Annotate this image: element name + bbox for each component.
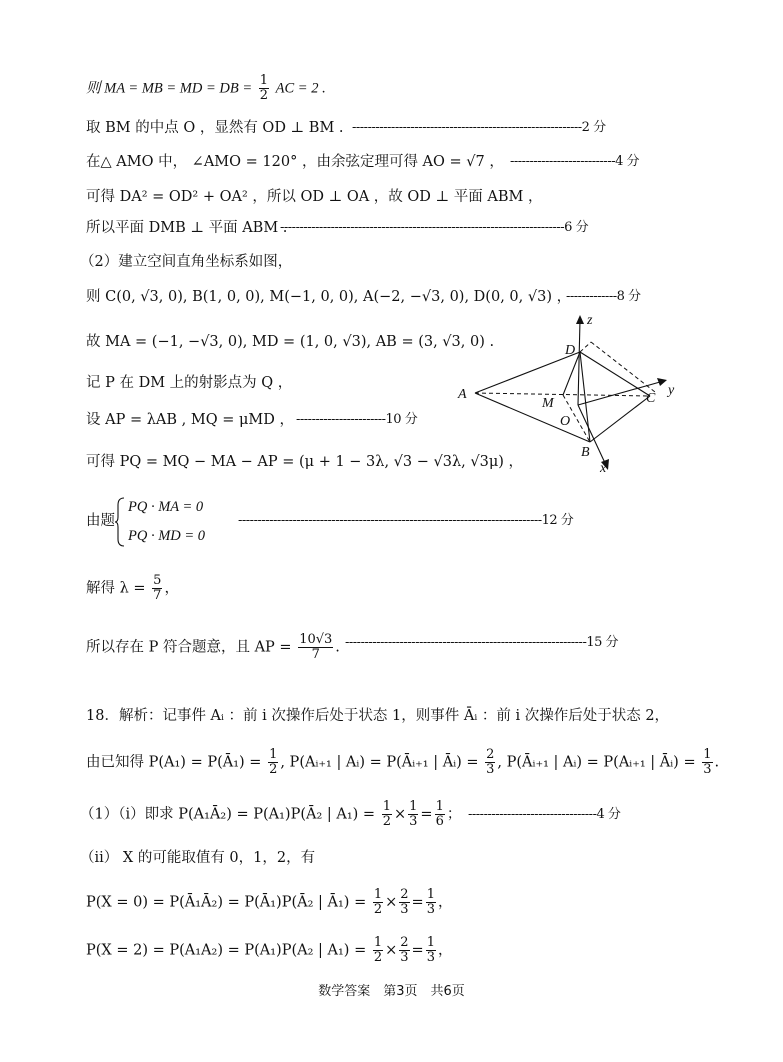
fraction-lambda	[152, 574, 162, 603]
score: 10 分	[385, 412, 418, 427]
score-line-2: -----------------------------------------------------------2 分	[352, 120, 606, 135]
text: 故 MA = (−1, −√3, 0), MD = (1, 0, √3), AB = (3, √3, 0) .	[86, 334, 495, 350]
score-line-4: ---------------------------4 分	[510, 154, 640, 169]
label-y: y	[668, 383, 675, 398]
frac-num: 2	[486, 747, 495, 762]
label-m: M	[542, 396, 554, 411]
equation-text: 则 MA = MB = MD = DB =	[86, 80, 253, 97]
edge-ad	[475, 352, 580, 393]
score: 8 分	[616, 289, 641, 304]
fraction	[485, 748, 495, 777]
line-plane-perp	[86, 218, 287, 238]
page-footer: 数学答案 第3页 共6页	[318, 984, 465, 999]
fraction-ap	[298, 633, 333, 662]
text: 由已知得 P(A₁) = P(Ā₁) =	[86, 754, 262, 771]
text: 可得 PQ = MQ − MA − AP = (μ + 1 − 3λ, √3 − √3λ, √3μ) ，	[86, 454, 524, 470]
edge-bc	[590, 396, 650, 442]
text: , P(Āᵢ₊₁ | Aᵢ) = P(Aᵢ₊₁ | Āᵢ) =	[497, 754, 696, 771]
fraction	[702, 748, 712, 777]
score-line-15: --------------------------------------------------------------15 分	[345, 635, 619, 650]
text: （2）建立空间直角坐标系如图，	[80, 254, 293, 270]
fraction: $\frac{1}{3}$	[426, 887, 435, 917]
equation-tail: AC = 2 .	[275, 80, 326, 97]
line-ap-length: 所以存在 P 符合题意，且 AP = $\frac{10√3}{7}$ .	[86, 632, 340, 662]
text: 取 BM 的中点 O ，显然有 OD ⊥ BM .	[86, 120, 344, 136]
frac-num: 1	[269, 747, 278, 762]
edge-dash-d	[580, 342, 591, 352]
edge-dm	[563, 352, 580, 395]
line-midpoint-o	[86, 118, 344, 138]
score: 15 分	[586, 635, 619, 650]
text: P(X = 0) = P(Ā₁Ā₂) = P(Ā₁)P(Ā₂ | Ā₁) =	[86, 894, 367, 911]
text: 所以平面 DMB ⊥ 平面 ABM .	[86, 220, 288, 236]
score-line-12: ------------------------------------------------------------------------------12 分	[238, 513, 574, 528]
label-a: A	[458, 387, 467, 402]
text: 设 AP = λAB , MQ = μMD ，	[86, 412, 294, 428]
text: 记 P 在 DM 上的射影点为 Q ，	[86, 375, 293, 391]
text: 则 C(0, √3, 0), B(1, 0, 0), M(−1, 0, 0), A(−2, −√3, 0), D(0, 0, √3) ，	[86, 289, 572, 305]
line-ma-mb-md-db	[86, 74, 326, 103]
label-b: B	[581, 445, 590, 460]
text: P(X = 2) = P(A₁A₂) = P(A₁)P(A₂ | A₁) =	[86, 942, 367, 959]
line-triangle-amo	[86, 152, 504, 172]
fraction: $\frac{1}{2}$	[382, 799, 391, 829]
y-arrow-icon	[657, 378, 667, 386]
label-x: x	[600, 461, 607, 475]
line-part2-heading	[80, 252, 292, 272]
z-axis	[578, 320, 580, 405]
edge-ac	[475, 393, 650, 396]
frac-den: 2	[259, 88, 269, 103]
line-px0: P(X = 0) = P(Ā₁Ā₂) = P(Ā₁)P(Ā₂ | Ā₁) = $\frac{1}{2}$ × $\frac{2}{3}$ = $\frac{1}{3}$ ，	[86, 887, 453, 917]
label-o: O	[560, 414, 571, 429]
fraction: $\frac{1}{6}$	[435, 799, 444, 829]
fraction-half	[259, 74, 269, 103]
prefix: 所以存在 P 符合题意，且 AP =	[86, 639, 292, 656]
score-line-4b: ---------------------------------4 分	[468, 807, 621, 822]
label-c: C	[646, 391, 656, 406]
text: （1）（i）即求 P(A₁Ā₂) = P(A₁)P(Ā₂ | A₁) =	[80, 806, 376, 823]
score-line-6: -------------------------------------------------------------------------6 分	[280, 220, 589, 235]
text: 18．解析：记事件 Aᵢ ：前 i 次操作后处于状态 1，则事件 Āᵢ ：前 i 次操作后处于状态 2，	[86, 708, 670, 724]
score: 4 分	[596, 807, 621, 822]
text: , P(Aᵢ₊₁ | Aᵢ) = P(Āᵢ₊₁ | Āᵢ) =	[280, 754, 479, 771]
score-line-8: -------------8 分	[566, 289, 641, 304]
edge-dash-top	[591, 342, 655, 392]
frac-den: 3	[703, 762, 712, 777]
line-da-squared	[86, 187, 542, 207]
score-line-10: -----------------------10 分	[296, 412, 418, 427]
label-z: z	[587, 313, 593, 328]
left-brace-icon	[114, 497, 126, 547]
line-coordinates	[86, 287, 571, 307]
prefix: 解得 λ =	[86, 580, 146, 597]
line-set-lambda-mu	[86, 410, 294, 430]
score: 2 分	[581, 120, 606, 135]
text: 可得 DA² = OD² + OA² ，所以 OD ⊥ OA ，故 OD ⊥ 平面 ABM ，	[86, 189, 543, 205]
frac-den: 7	[311, 647, 320, 662]
text: 在△ AMO 中， ∠AMO = 120° ，由余弦定理可得 AO = √7 ，	[86, 154, 504, 170]
line-projection-q	[86, 373, 292, 393]
score: 6 分	[564, 220, 589, 235]
text: （ii） X 的可能取值有 0，1，2，有	[80, 850, 316, 866]
frac-num: 1	[703, 747, 712, 762]
line-part1-ii	[80, 848, 315, 868]
fraction: $\frac{2}{3}$	[400, 935, 409, 965]
score: 12 分	[541, 513, 574, 528]
frac-num: 5	[153, 573, 162, 588]
label-d: D	[565, 343, 576, 358]
fraction	[268, 748, 278, 777]
score: 4 分	[615, 154, 640, 169]
fraction: $\frac{1}{2}$	[373, 935, 383, 965]
fraction: $\frac{1}{3}$	[426, 935, 435, 965]
equation-2: PQ · MD = 0	[128, 528, 206, 544]
z-arrow-icon	[576, 315, 584, 324]
frac-num: 1	[259, 73, 269, 88]
fraction: $\frac{1}{2}$	[373, 887, 383, 917]
line-probabilities: 由已知得 P(A₁) = P(Ā₁) = $\frac{1}{2}$ , P(Aᵢ₊₁ | Aᵢ) = P(Āᵢ₊₁ | Āᵢ) = $\frac{2}{3}$ , P(Āᵢ₊₁ | Aᵢ) = P(Aᵢ₊₁ | Āᵢ) = $\frac{1}{3}$ .	[86, 747, 720, 777]
line-vectors	[86, 332, 494, 352]
edge-dc	[580, 352, 650, 396]
coordinate-figure	[455, 310, 695, 475]
line-px2: P(X = 2) = P(A₁A₂) = P(A₁)P(A₂ | A₁) = $\frac{1}{2}$ × $\frac{2}{3}$ = $\frac{1}{3}$ ，	[86, 935, 453, 965]
equation-1: PQ · MA = 0	[128, 499, 204, 515]
line-q18-heading	[86, 706, 669, 726]
edge-ab	[475, 393, 590, 442]
frac-den: 7	[153, 588, 162, 603]
fraction: $\frac{1}{3}$	[409, 799, 418, 829]
frac-den: 2	[269, 762, 278, 777]
line-lambda-solution: 解得 λ = $\frac{5}{7}$ ，	[86, 573, 179, 603]
frac-num: 10√3	[299, 632, 333, 647]
prefix: 由题	[86, 513, 115, 529]
line-part1-i: （1）（i）即求 P(A₁Ā₂) = P(A₁)P(Ā₂ | A₁) = $\frac{1}{2}$ × $\frac{1}{3}$ = $\frac{1}{6}$ ；	[80, 799, 462, 829]
frac-den: 3	[486, 762, 495, 777]
fraction: $\frac{2}{3}$	[400, 887, 409, 917]
